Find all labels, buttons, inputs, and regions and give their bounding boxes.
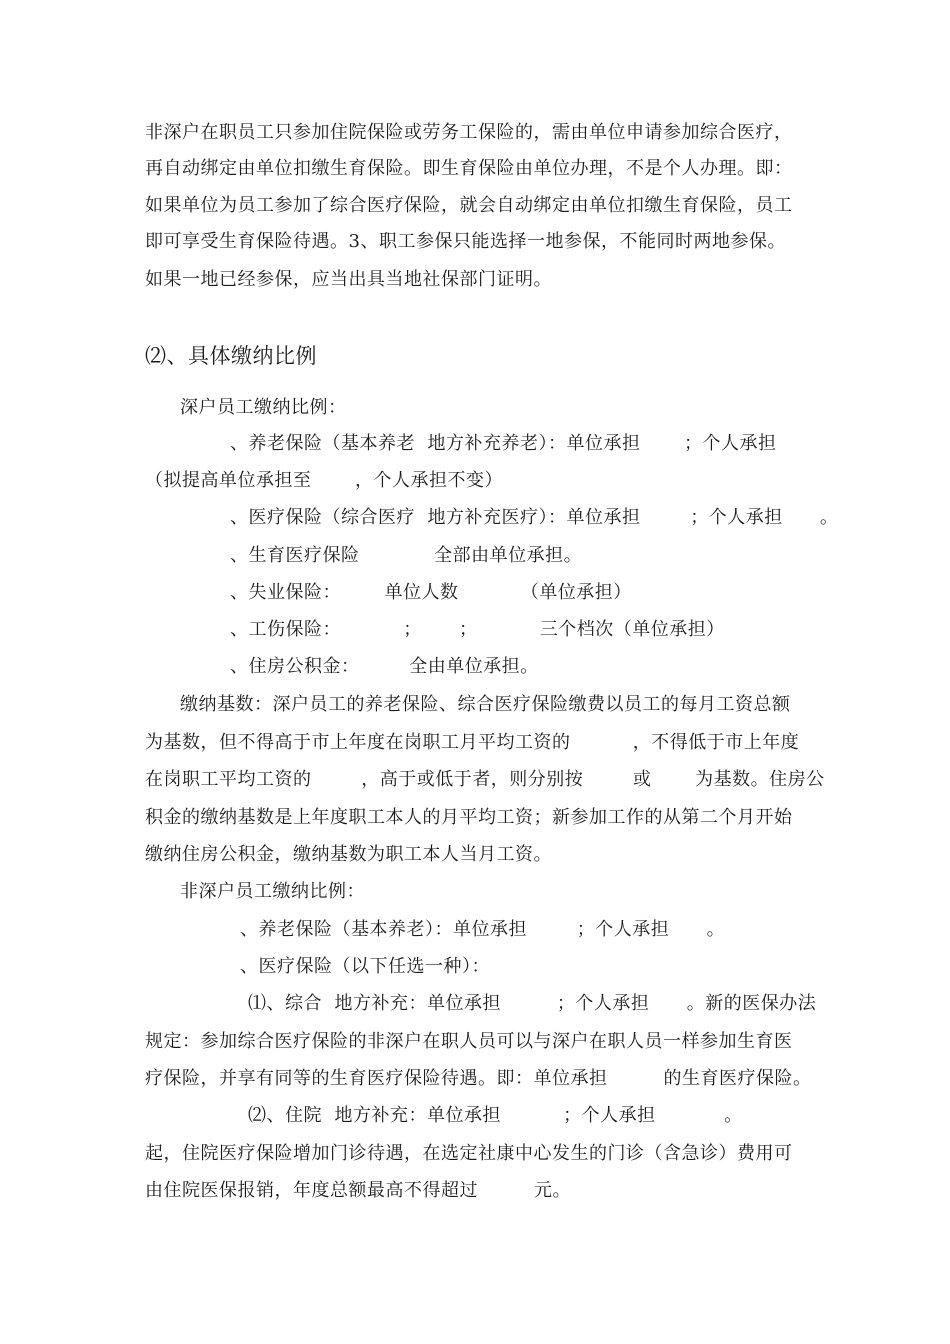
intro-line-5: 如果一地已经参保，应当出具当地社保部门证明。 xyxy=(145,269,552,290)
shenzhen-housing: 、住房公积金： 全由单位承担。 xyxy=(230,656,539,677)
intro-line-4: 即可享受生育保险待遇。3、职工参保只能选择一地参保，不能同时两地参保。 xyxy=(145,231,786,252)
shenzhen-pension-line-1: 、养老保险（基本养老 地方补充养老）：单位承担 ；个人承担 xyxy=(230,433,777,454)
shenzhen-maternity: 、生育医疗保险 全部由单位承担。 xyxy=(230,545,583,566)
shenzhen-pension-line-2: （拟提高单位承担至 ，个人承担不变） xyxy=(145,470,504,491)
section-heading: ⑵、具体缴纳比例 xyxy=(145,344,317,368)
outpatient-line-2: 由住院医保报销，年度总额最高不得超过 元。 xyxy=(145,1180,571,1201)
shenzhen-unemployment: 、失业保险： 单位人数 （单位承担） xyxy=(230,582,632,603)
option1-line-1: ⑴、综合 地方补充：单位承担 ；个人承担 。新的医保办法 xyxy=(248,993,817,1014)
non-shenzhen-pension: 、养老保险（基本养老）：单位承担 ；个人承担 。 xyxy=(240,919,726,940)
non-shenzhen-title: 非深户员工缴纳比例： xyxy=(180,881,365,902)
outpatient-line-1: 起，住院医疗保险增加门诊待遇，在选定社康中心发生的门诊（含急诊）费用可 xyxy=(145,1143,793,1164)
base-line-5: 缴纳住房公积金，缴纳基数为职工本人当月工资。 xyxy=(145,844,552,865)
option1-line-2: 规定：参加综合医疗保险的非深户在职人员可以与深户在职人员一样参加生育医 xyxy=(145,1031,793,1052)
intro-line-2: 再自动绑定由单位扣缴生育保险。即生育保险由单位办理，不是个人办理。即： xyxy=(145,158,793,179)
base-line-1: 缴纳基数：深户员工的养老保险、综合医疗保险缴费以员工的每月工资总额 xyxy=(180,694,791,715)
shenzhen-medical: 、医疗保险（综合医疗 地方补充医疗）：单位承担 ；个人承担 。 xyxy=(230,507,839,528)
non-shenzhen-medical-intro: 、医疗保险（以下任选一种）： xyxy=(240,956,490,977)
option1-line-3: 疗保险，并享有同等的生育医疗保险待遇。即：单位承担 的生育医疗保险。 xyxy=(145,1068,812,1089)
shenzhen-injury: 、工伤保险： ； ； 三个档次（单位承担） xyxy=(230,619,725,640)
base-line-3: 在岗职工平均工资的 ，高于或低于者，则分别按 或 为基数。住房公 xyxy=(145,769,825,790)
intro-line-3: 如果单位为员工参加了综合医疗保险，就会自动绑定由单位扣缴生育保险，员工 xyxy=(145,195,793,216)
base-line-2: 为基数，但不得高于市上年度在岗职工月平均工资的 ，不得低于市上年度 xyxy=(145,732,800,753)
shenzhen-title: 深户员工缴纳比例： xyxy=(180,397,347,418)
base-line-4: 积金的缴纳基数是上年度职工本人的月平均工资；新参加工作的从第二个月开始 xyxy=(145,807,793,828)
intro-line-1: 非深户在职员工只参加住院保险或劳务工保险的，需由单位申请参加综合医疗， xyxy=(145,122,793,143)
option2: ⑵、住院 地方补充：单位承担 ；个人承担 。 xyxy=(248,1105,743,1126)
